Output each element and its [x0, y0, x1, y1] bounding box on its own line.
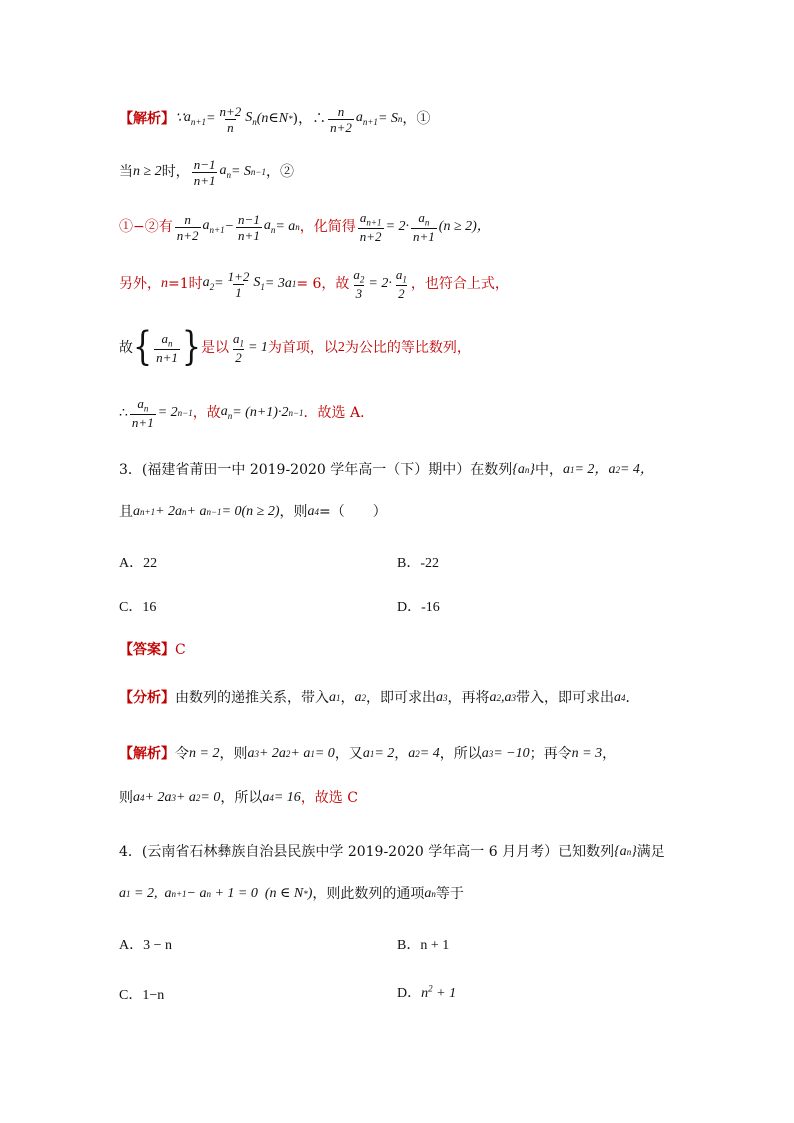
fraction — [394, 268, 409, 301]
solution-line-2 — [119, 157, 294, 187]
superscript: 2 — [428, 983, 433, 994]
a-letter: a — [418, 209, 425, 225]
fits-text: ，也符合上式， — [410, 276, 509, 292]
subscript: n — [270, 224, 276, 235]
subscript: 1 — [402, 274, 407, 285]
fraction — [130, 397, 156, 430]
denominator: n+2 — [359, 229, 382, 245]
a-letter: ,a — [501, 690, 512, 705]
subscript: 2 — [359, 274, 365, 285]
plus-a: + a — [186, 504, 207, 519]
subscript: n — [182, 506, 187, 517]
n-letter: n — [421, 986, 429, 1001]
denominator: n+1 — [156, 350, 178, 366]
fraction — [328, 105, 354, 134]
fraction — [236, 213, 262, 242]
a-letter: a — [608, 462, 616, 477]
marker-2: ，② — [266, 164, 294, 180]
besides-text: 另外， — [119, 276, 161, 292]
subscript: 2 — [361, 692, 366, 703]
fraction — [217, 105, 243, 134]
subscript: n+1 — [209, 224, 225, 235]
numerator: n−1 — [193, 156, 216, 172]
numerator — [159, 332, 174, 350]
seq-close: } — [631, 844, 637, 859]
subscript: 4 — [269, 792, 274, 803]
fraction — [411, 211, 437, 244]
option-label: D． — [397, 986, 422, 1001]
a-letter: a — [119, 886, 126, 901]
a-letter: a — [202, 218, 210, 234]
minus-a: − a — [186, 886, 207, 901]
subscript: n−1 — [206, 506, 222, 517]
a-letter: a — [219, 163, 227, 179]
solution-line-1 — [119, 104, 430, 134]
domain-open: (n∈N — [256, 111, 289, 126]
denominator: 3 — [355, 286, 363, 302]
numerator — [416, 211, 431, 229]
equals-s: = S — [230, 164, 251, 179]
equals-2: = 2 — [157, 405, 178, 420]
q3-source: 3．(福建省莆田一中 2019-2020 学年高一（下）期中）在数列 — [119, 462, 513, 478]
n-equals-1-text: =1时 — [168, 276, 203, 292]
s-letter: S — [245, 110, 253, 126]
subscript: n — [206, 888, 211, 899]
value: = 4， — [619, 462, 654, 477]
value: = 4 — [419, 746, 440, 761]
numerator — [231, 332, 246, 350]
term-s — [253, 276, 265, 292]
equals-text: 等于 — [435, 886, 464, 902]
numerator — [394, 268, 409, 286]
solution-line-6 — [119, 395, 374, 431]
comma: ， — [394, 746, 409, 762]
subscript: 1 — [291, 278, 297, 289]
q4-stem-2 — [119, 882, 464, 906]
then-text: ，则 — [219, 746, 248, 762]
fraction — [351, 268, 366, 301]
subscript: n+1 — [171, 888, 187, 899]
numerator — [135, 397, 150, 415]
subscript: 1 — [310, 748, 315, 759]
solution-tag: 【解析】 — [119, 111, 175, 127]
subtract-text: ①−②有 — [119, 219, 173, 235]
comma: ， — [340, 690, 355, 706]
subscript: 4 — [621, 692, 626, 703]
a-letter: a — [329, 690, 336, 705]
fraction — [226, 270, 252, 299]
subscript: n — [252, 116, 257, 127]
close-paren: ) — [307, 886, 313, 901]
subscript: n+1 — [190, 116, 206, 127]
fraction — [358, 211, 384, 244]
a-letter: a — [137, 395, 144, 411]
a-letter: a — [424, 886, 432, 901]
analysis-text: ，即可求出 — [366, 690, 436, 706]
a-letter: a — [354, 690, 362, 705]
q3-option-b[interactable]: B．-22 — [397, 556, 439, 571]
subscript: 3 — [511, 692, 516, 703]
subscript: n+1 — [362, 116, 378, 127]
subscript: 3 — [254, 748, 259, 759]
subscript: 1 — [126, 888, 131, 899]
q3-solution-1 — [119, 742, 616, 766]
analysis-text: 由数列的递推关系，带入 — [175, 690, 329, 706]
a-letter: a — [481, 746, 489, 761]
a-letter: a — [202, 275, 210, 291]
condition: (n ≥ 2)， — [438, 219, 491, 234]
q3-option-d[interactable]: D．-16 — [397, 600, 440, 615]
choose-text: ．故选 A． — [303, 405, 375, 421]
subscript: n — [226, 169, 231, 180]
and-text: 且 — [119, 504, 133, 520]
fraction — [192, 158, 218, 187]
let-text: 令 — [175, 746, 189, 762]
q3-analysis — [119, 686, 640, 710]
equals-zero: = 0(n ≥ 2) — [221, 504, 280, 519]
denominator: n+2 — [330, 119, 352, 135]
s-letter: S — [253, 275, 261, 291]
analysis-text: 带入，即可求出 — [516, 690, 614, 706]
denominator: 1 — [235, 284, 242, 300]
a-letter: a — [614, 690, 621, 705]
expr: + 1 = 0 (n ∈ N — [210, 886, 304, 901]
a-letter: a — [408, 746, 416, 761]
subscript: n — [524, 464, 530, 475]
therefore-text: )，∴ — [292, 111, 327, 127]
right-brace: } — [181, 324, 201, 371]
subscript: n — [227, 410, 233, 421]
q3-solution-2 — [119, 786, 358, 810]
numerator — [351, 268, 366, 286]
seq-open: {a — [512, 462, 525, 477]
denominator: n+2 — [176, 227, 199, 243]
plus-one: + 1 — [432, 986, 457, 1001]
numerator: n−1 — [238, 211, 260, 227]
hence-text: ，故 — [192, 405, 221, 421]
comma: ， — [602, 746, 617, 762]
subscript: n — [626, 846, 632, 857]
term-a — [356, 111, 378, 127]
solution-line-3 — [119, 209, 491, 245]
n-value: n = 2 — [189, 746, 220, 761]
term-a — [264, 219, 276, 235]
a-letter: a — [220, 404, 228, 420]
seq-open: {a — [614, 844, 627, 859]
plus-2a: + 2a — [144, 790, 172, 805]
a-letter: a — [133, 504, 140, 519]
condition: n ≥ 2 — [133, 164, 162, 179]
equals-a: = a — [275, 219, 296, 234]
subscript: n+1 — [140, 506, 156, 517]
a-letter: a — [263, 218, 271, 234]
plus-a: + a — [175, 790, 196, 805]
a-letter: a — [355, 110, 363, 126]
then-text: 则 — [119, 790, 133, 806]
left-brace: { — [133, 324, 153, 371]
subscript: 1 — [569, 464, 575, 475]
subscript: 2 — [285, 748, 291, 759]
equals-1: = 1 — [247, 340, 268, 355]
fraction — [154, 332, 180, 365]
subscript: n — [397, 113, 403, 124]
subscript: n — [167, 338, 173, 349]
minus: − — [224, 219, 235, 234]
analysis-text: ，再将 — [447, 690, 490, 706]
q3-stem-1 — [119, 458, 654, 482]
numerator: 1+2 — [227, 268, 250, 284]
blank: =（ ） — [319, 504, 387, 520]
denominator: n — [227, 119, 234, 135]
a-letter: a — [562, 462, 570, 477]
superscript: n−1 — [288, 407, 304, 418]
q4-option-c[interactable]: C．1−n — [119, 988, 165, 1003]
equals-6-text: = 6，故 — [296, 276, 350, 292]
denominator: 2 — [398, 286, 405, 302]
fraction — [175, 213, 201, 242]
solution-line-4 — [119, 267, 509, 301]
q3-answer — [119, 640, 186, 660]
q4-option-a[interactable]: A．3 − n — [119, 938, 173, 953]
q4-option-b[interactable]: B．n + 1 — [397, 938, 450, 953]
equals: = — [206, 111, 216, 126]
subscript: 2 — [496, 692, 501, 703]
solution-tag: 【解析】 — [119, 746, 175, 762]
a-letter: a — [183, 110, 191, 126]
superscript: * — [303, 888, 308, 899]
subscript: 4 — [314, 506, 320, 517]
subscript: 3 — [488, 748, 494, 759]
equals-s: = S — [377, 111, 398, 126]
equals-2: = 2· — [368, 276, 392, 291]
a-letter: a — [436, 690, 443, 705]
again-text: ；再令 — [529, 746, 572, 762]
denominator: n+1 — [238, 227, 260, 243]
because-symbol: ∵ — [175, 111, 184, 126]
subscript: n−1 — [250, 166, 266, 177]
marker-1: ，① — [402, 111, 431, 127]
denominator: 2 — [235, 350, 242, 366]
numerator: n — [184, 211, 191, 227]
a-letter: a — [359, 209, 367, 225]
analysis-tag: 【分析】 — [119, 690, 175, 706]
simplify-text: ，化简得 — [299, 219, 356, 235]
subscript: 3 — [443, 692, 448, 703]
a-letter: a — [133, 790, 140, 805]
q4-option-d[interactable] — [397, 982, 456, 1002]
formula: = (n+1)·2 — [232, 405, 289, 420]
a-letter: a — [362, 746, 370, 761]
a-letter: a — [247, 746, 255, 761]
so-text: ，所以 — [439, 746, 482, 762]
also-text: ，又 — [334, 746, 363, 762]
subscript: 2 — [195, 792, 201, 803]
a-letter: a — [353, 266, 360, 282]
value: = −10 — [493, 746, 530, 761]
a-letter: a — [395, 266, 403, 282]
term-a — [184, 111, 206, 127]
a-letter: a — [307, 504, 315, 519]
value: = 2， — [574, 462, 609, 477]
numerator: n — [337, 103, 345, 119]
subscript: n — [143, 403, 149, 414]
plus-a: + a — [290, 746, 311, 761]
a-letter: a — [262, 790, 270, 805]
subscript: 2 — [415, 748, 420, 759]
therefore-symbol: ∴ — [119, 405, 128, 421]
subscript: 2 — [209, 281, 215, 292]
answer-tag: 【答案】 — [119, 642, 175, 658]
equals-zero: = 0 — [200, 790, 221, 805]
solution-line-5 — [119, 324, 471, 371]
equals-3a: = 3a — [264, 276, 292, 291]
choose-text: ，故选 C — [300, 790, 358, 806]
term-a — [221, 405, 233, 421]
satisfies-text: 满足 — [636, 844, 665, 860]
a-letter: a — [489, 690, 497, 705]
subscript: 3 — [171, 792, 176, 803]
q3-option-a[interactable]: A．22 — [119, 556, 158, 571]
fraction — [231, 332, 246, 365]
numerator — [358, 211, 384, 229]
a-letter: a — [232, 330, 240, 346]
q3-stem-2 — [119, 500, 387, 524]
so-text: ，所以 — [220, 790, 263, 806]
subscript: 1 — [260, 281, 265, 292]
q4-stem-1 — [119, 840, 665, 864]
denominator: n+1 — [193, 172, 216, 188]
numerator: n+2 — [219, 103, 242, 119]
plus-2a: + 2a — [155, 504, 183, 519]
superscript: * — [288, 113, 293, 124]
term-a — [219, 164, 231, 180]
equals-zero: = 0 — [314, 746, 335, 761]
subscript: 1 — [336, 692, 341, 703]
q4-source: 4．(云南省石林彝族自治县民族中学 2019-2020 学年高一 6 月月考）已知数列 — [119, 844, 615, 860]
n-value: n = 3 — [571, 746, 603, 761]
term-s — [245, 111, 257, 127]
in-text: 中， — [534, 462, 563, 478]
is-text: 是以 — [200, 340, 229, 356]
answer-value: C — [175, 642, 186, 658]
subscript: n — [424, 217, 430, 228]
subscript: 1 — [369, 748, 375, 759]
term-a — [203, 219, 225, 235]
n-letter: n — [161, 276, 168, 291]
superscript: n−1 — [177, 407, 193, 418]
a-letter: a — [161, 330, 168, 346]
subscript: 4 — [140, 792, 145, 803]
subscript: 1 — [239, 338, 244, 349]
ratio-number: 2 — [337, 340, 345, 355]
hence-text: 故 — [119, 340, 133, 356]
subscript: n — [431, 888, 436, 899]
denominator: n+1 — [131, 415, 154, 431]
denominator: n+1 — [413, 229, 435, 245]
then-text: ，则 — [279, 504, 308, 520]
plus-2a: + 2a — [258, 746, 286, 761]
subscript: n+1 — [366, 217, 382, 228]
subscript: 2 — [615, 464, 620, 475]
period: ． — [625, 690, 640, 706]
first-term-text: 为首项，以 — [267, 340, 338, 356]
equals-2: = 2· — [385, 219, 410, 234]
when-text: 当 — [119, 164, 133, 180]
time-text: 时， — [161, 164, 190, 180]
general-term-text: ，则此数列的通项 — [312, 886, 425, 902]
expr: = 2, a — [130, 886, 172, 901]
geometric-text: 为公比的等比数列， — [344, 340, 471, 356]
value: = 16 — [273, 790, 301, 805]
equals: = — [214, 276, 224, 291]
term-a — [203, 276, 215, 292]
value: = 2 — [374, 746, 395, 761]
subscript: n — [295, 221, 300, 232]
seq-close: } — [529, 462, 535, 477]
q3-option-c[interactable]: C．16 — [119, 600, 157, 615]
